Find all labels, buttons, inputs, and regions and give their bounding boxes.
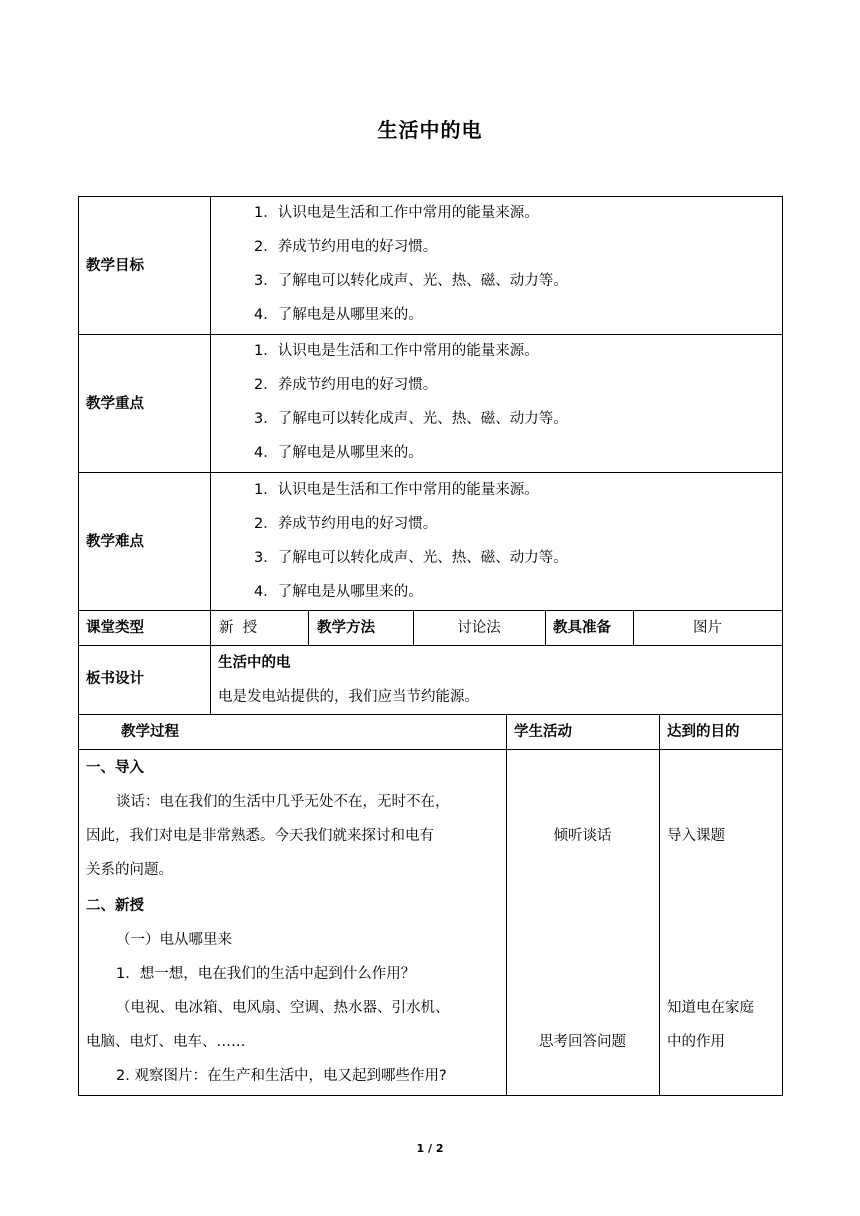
subsection-title: （一）电从哪里来 — [116, 932, 232, 948]
objective-item: 3．了解电可以转化成声、光、热、磁、动力等。 — [254, 273, 568, 289]
page-title: 生活中的电 — [377, 118, 483, 142]
row-divider — [78, 645, 783, 646]
class-type-label: 课堂类型 — [86, 620, 144, 636]
board-design-heading: 生活中的电 — [218, 655, 291, 671]
activity-cell: 思考回答问题 — [539, 1034, 626, 1050]
row-divider — [78, 334, 783, 335]
objective-item: 1．认识电是生活和工作中常用的能量来源。 — [254, 205, 539, 221]
body-text: 关系的问题。 — [86, 862, 173, 878]
teaching-tools-value: 图片 — [693, 620, 722, 636]
table-border-left — [78, 196, 79, 1095]
teaching-method-value: 讨论法 — [457, 620, 501, 636]
difficulty-item: 2．养成节约用电的好习惯。 — [254, 516, 438, 532]
key-point-item: 1．认识电是生活和工作中常用的能量来源。 — [254, 343, 539, 359]
page-number: 1 / 2 — [416, 1142, 444, 1155]
key-point-item: 4．了解电是从哪里来的。 — [254, 445, 423, 461]
objective-item: 4．了解电是从哪里来的。 — [254, 307, 423, 323]
difficulty-item: 3．了解电可以转化成声、光、热、磁、动力等。 — [254, 550, 568, 566]
objective-item: 2．养成节约用电的好习惯。 — [254, 239, 438, 255]
body-text: 谈话：电在我们的生活中几乎无处不在，无时不在， — [116, 794, 450, 810]
col-divider — [659, 714, 660, 1095]
purpose-cell: 导入课题 — [667, 828, 725, 844]
purpose-cell: 知道电在家庭 — [667, 1000, 754, 1016]
col-divider — [308, 610, 309, 645]
table-border-bottom — [78, 1095, 783, 1096]
teaching-tools-label: 教具准备 — [553, 620, 611, 636]
difficulty-item: 1．认识电是生活和工作中常用的能量来源。 — [254, 482, 539, 498]
body-text: 2. 观察图片：在生产和生活中，电又起到哪些作用? — [116, 1068, 447, 1084]
row-divider — [78, 610, 783, 611]
col-divider — [545, 610, 546, 645]
table-border-right — [782, 196, 783, 1095]
section-title: 二、新授 — [86, 898, 144, 914]
difficulty-item: 4．了解电是从哪里来的。 — [254, 584, 423, 600]
label-column-divider — [210, 196, 211, 714]
row-divider — [78, 472, 783, 473]
teaching-method-label: 教学方法 — [317, 620, 375, 636]
key-point-item: 2．养成节约用电的好习惯。 — [254, 377, 438, 393]
section-title: 一、导入 — [86, 760, 144, 776]
board-design-text: 电是发电站提供的，我们应当节约能源。 — [218, 689, 479, 705]
row-divider — [78, 749, 783, 750]
purpose-header: 达到的目的 — [667, 724, 740, 740]
board-design-label: 板书设计 — [86, 671, 144, 687]
class-type-value: 新 授 — [219, 620, 258, 636]
objectives-label: 教学目标 — [86, 258, 144, 274]
body-text: 1．想一想，电在我们的生活中起到什么作用？ — [116, 966, 416, 982]
body-text: 因此，我们对电是非常熟悉。今天我们就来探讨和电有 — [86, 828, 434, 844]
body-text: （电视、电冰箱、电风扇、空调、热水器、引水机、 — [116, 1000, 450, 1016]
table-border-top — [78, 196, 783, 197]
body-text: 电脑、电灯、电车、…… — [86, 1034, 246, 1050]
activity-cell: 倾听谈话 — [553, 828, 612, 844]
process-header: 教学过程 — [121, 724, 179, 740]
difficulties-label: 教学难点 — [86, 534, 144, 550]
activity-header: 学生活动 — [514, 724, 572, 740]
key-point-item: 3．了解电可以转化成声、光、热、磁、动力等。 — [254, 411, 568, 427]
row-divider — [78, 714, 783, 715]
purpose-cell: 中的作用 — [667, 1034, 725, 1050]
key-points-label: 教学重点 — [86, 396, 144, 412]
